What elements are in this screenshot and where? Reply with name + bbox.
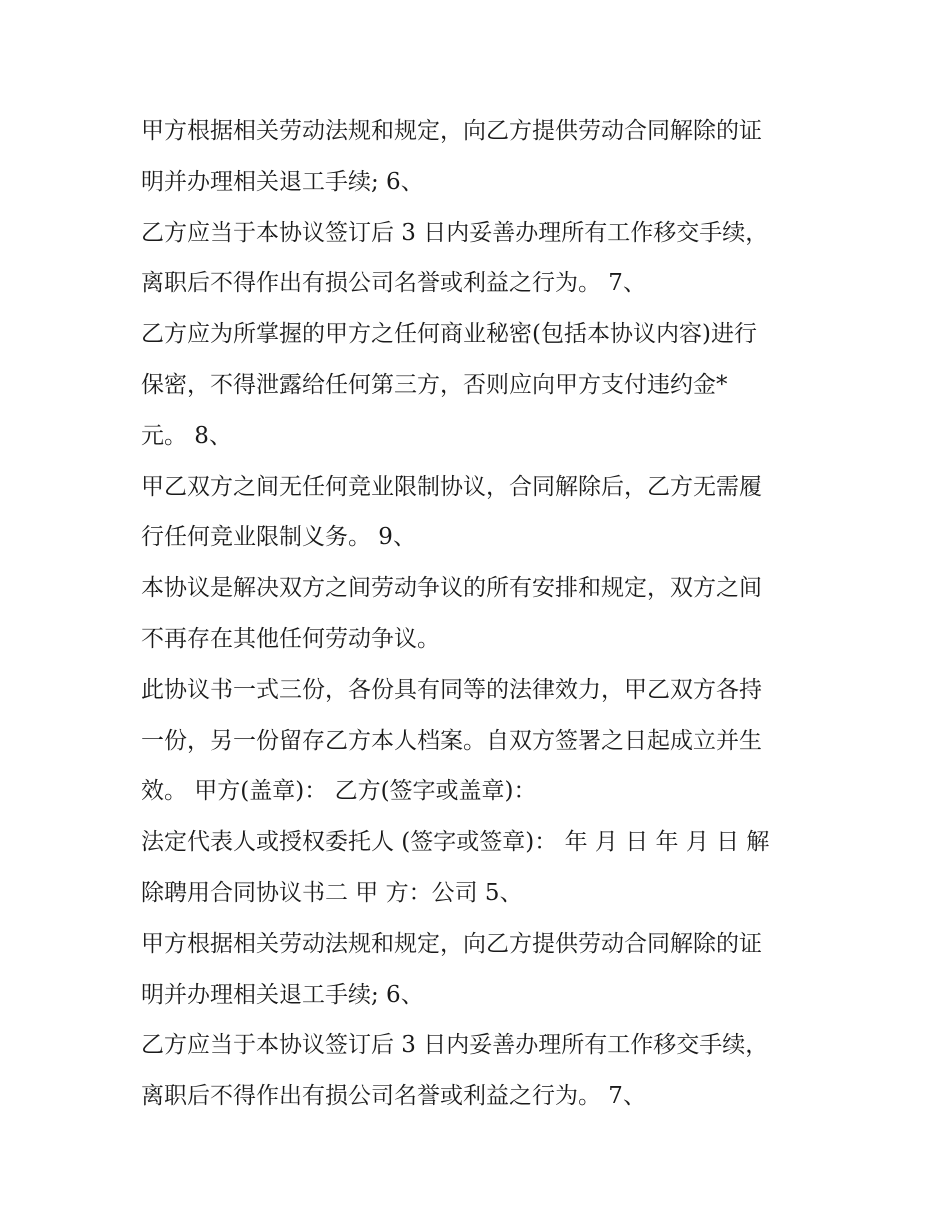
text-line: 保密，不得泄露给任何第三方，否则应向甲方支付违约金* xyxy=(141,371,728,398)
text-line: 法定代表人或授权委托人 (签字或签章)： 年 月 日 年 月 日 解 xyxy=(141,829,770,856)
text-line: 元。 8、 xyxy=(141,422,232,449)
text-line: 甲乙双方之间无任何竞业限制协议，合同解除后，乙方无需履 xyxy=(141,473,762,500)
text-line: 明并办理相关退工手续; 6、 xyxy=(141,981,424,1008)
text-line: 离职后不得作出有损公司名誉或利益之行为。 7、 xyxy=(141,1083,646,1110)
paragraph-clause-6-repeat xyxy=(141,1020,821,1122)
text-line: 甲方根据相关劳动法规和规定，向乙方提供劳动合同解除的证 xyxy=(141,930,762,957)
paragraph-clause-7 xyxy=(141,309,821,461)
paragraph-clause-8 xyxy=(141,462,821,564)
text-line: 效。 甲方(盖章)： 乙方(签字或盖章)： xyxy=(141,778,537,805)
paragraph-clause-5-repeat xyxy=(141,919,821,1021)
text-line: 乙方应当于本协议签订后 3 日内妥善办理所有工作移交手续， xyxy=(141,1032,769,1059)
text-line: 乙方应为所掌握的甲方之任何商业秘密(包括本协议内容)进行 xyxy=(141,321,757,348)
text-line: 此协议书一式三份，各份具有同等的法律效力，甲乙双方各持 xyxy=(141,676,762,703)
text-line: 明并办理相关退工手续; 6、 xyxy=(141,168,424,195)
paragraph-copies-signatures xyxy=(141,665,821,817)
text-line: 离职后不得作出有损公司名誉或利益之行为。 7、 xyxy=(141,270,646,297)
paragraph-representative-date xyxy=(141,817,821,919)
text-line: 行任何竞业限制义务。 9、 xyxy=(141,524,416,551)
paragraph-clause-5 xyxy=(141,106,821,208)
text-line: 除聘用合同协议书二 甲 方：公司 5、 xyxy=(141,879,523,906)
paragraph-clause-9 xyxy=(141,563,821,665)
text-line: 甲方根据相关劳动法规和规定，向乙方提供劳动合同解除的证 xyxy=(141,118,762,144)
text-line: 不再存在其他任何劳动争议。 xyxy=(141,625,440,652)
text-line: 乙方应当于本协议签订后 3 日内妥善办理所有工作移交手续， xyxy=(141,219,769,246)
text-line: 本协议是解决双方之间劳动争议的所有安排和规定，双方之间 xyxy=(141,575,762,602)
paragraph-clause-6 xyxy=(141,208,821,310)
text-line: 一份，另一份留存乙方本人档案。自双方签署之日起成立并生 xyxy=(141,727,762,754)
document-body xyxy=(141,106,821,1122)
